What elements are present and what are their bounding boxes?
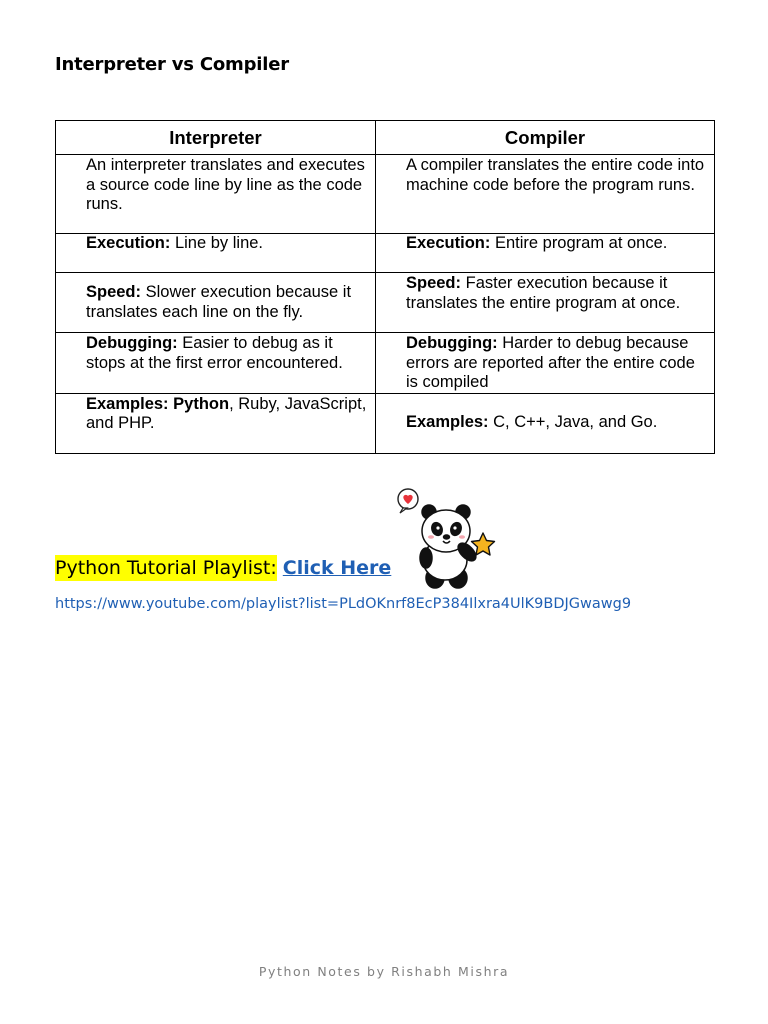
column-header-interpreter: Interpreter: [56, 121, 376, 155]
compiler-debugging-text: Harder to debug because errors are reported after the entire code is compiled: [406, 334, 695, 391]
page-footer: Python Notes by Rishabh Mishra: [258, 964, 510, 979]
playlist-label: Python Tutorial Playlist:: [55, 557, 277, 579]
examples-label: Examples:: [406, 413, 489, 432]
interpreter-debugging-text: Easier to debug as it stops at the first error encountered.: [86, 334, 343, 372]
compiler-execution-text: Entire program at once.: [494, 234, 668, 252]
interpreter-examples-text: , Ruby, JavaScript, and PHP.: [86, 394, 367, 432]
panda-with-star-sticker-icon: [395, 488, 500, 590]
heart-bubble-icon: [398, 489, 418, 513]
interpreter-execution-cell: [56, 234, 376, 273]
interpreter-debugging-cell: [56, 333, 376, 394]
examples-label: Examples:: [86, 394, 169, 413]
execution-label: Execution:: [86, 234, 171, 252]
comparison-table: [55, 120, 715, 454]
speed-label: Speed:: [86, 283, 142, 301]
table-row-debugging: [56, 333, 715, 394]
playlist-promo: [55, 553, 391, 583]
compiler-execution-cell: [376, 234, 715, 273]
debugging-label: Debugging:: [86, 334, 178, 352]
compiler-speed-cell: [376, 273, 715, 333]
click-here-link[interactable]: Click Here: [282, 557, 392, 579]
playlist-url-link[interactable]: https://www.youtube.com/playlist?list=PLdOKnrf8EcP384Ilxra4UlK9BDJGwawg9: [55, 596, 632, 612]
examples-python: Python: [173, 394, 230, 413]
speed-label: Speed:: [406, 274, 462, 292]
compiler-debugging-cell: [376, 333, 715, 394]
compiler-examples-text: C, C++, Java, and Go.: [493, 413, 658, 432]
interpreter-examples-cell: [56, 393, 376, 453]
interpreter-intro-cell: An interpreter translates and executes a source code line by line as the code runs.: [56, 155, 376, 234]
interpreter-speed-cell: [56, 273, 376, 333]
compiler-intro-cell: A compiler translates the entire code into machine code before the program runs.: [376, 155, 715, 234]
table-row-examples: [56, 393, 715, 453]
page-title: Interpreter vs Compiler: [55, 54, 289, 75]
table-row-execution: [56, 234, 715, 273]
compiler-speed-text: Faster execution because it translates the entire program at once.: [406, 274, 681, 312]
table-row-speed: [56, 273, 715, 333]
column-header-compiler: Compiler: [376, 121, 715, 155]
interpreter-execution-text: Line by line.: [174, 234, 264, 252]
debugging-label: Debugging:: [406, 334, 498, 352]
compiler-examples-cell: [376, 393, 715, 453]
execution-label: Execution:: [406, 234, 491, 252]
panda-icon: [420, 505, 479, 588]
table-row-intro: [56, 155, 715, 234]
interpreter-speed-text: Slower execution because it translates each line on the fly.: [86, 283, 352, 321]
table-header-row: [56, 121, 715, 155]
